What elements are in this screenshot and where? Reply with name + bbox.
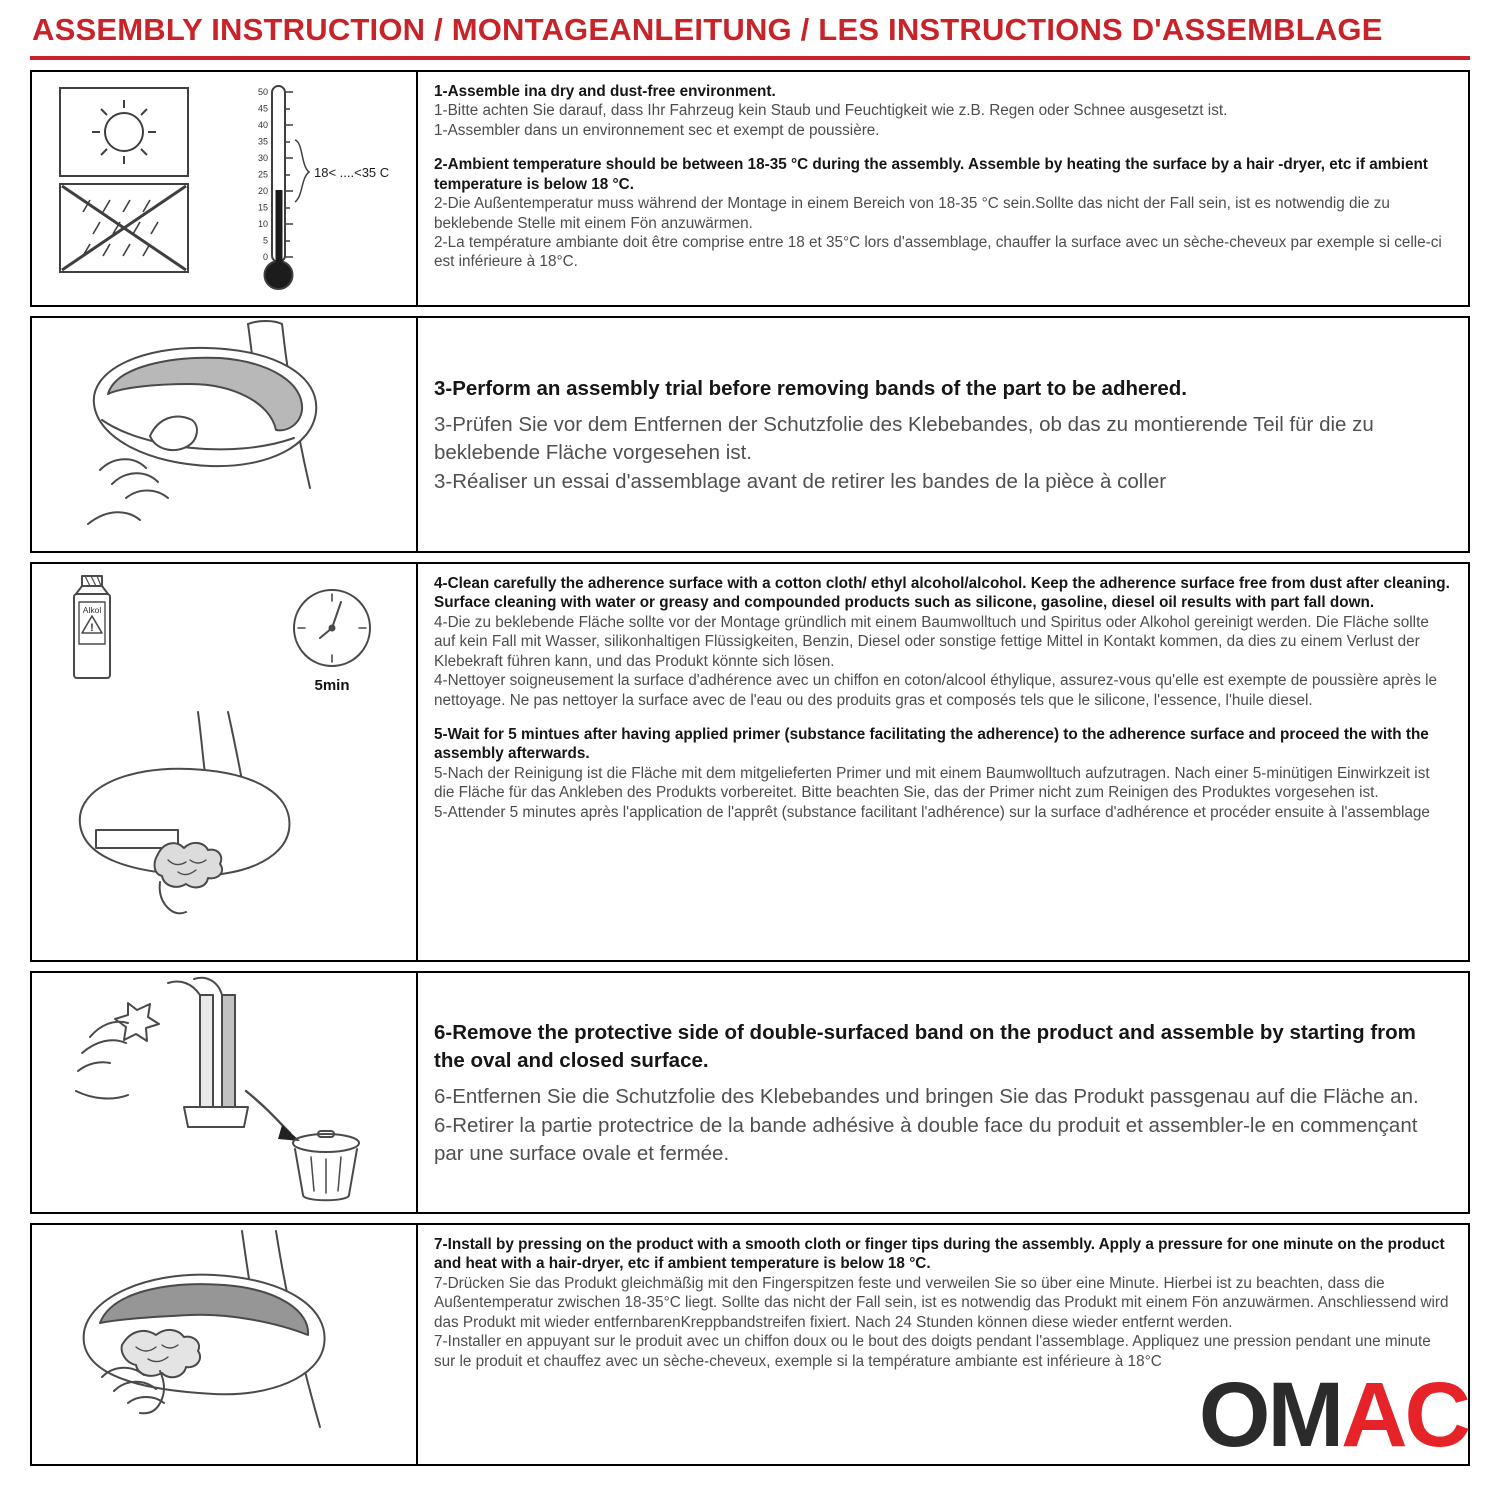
- instruction-row-1: [30, 70, 1470, 307]
- svg-text:35: 35: [257, 136, 268, 147]
- svg-text:50: 50: [257, 87, 268, 97]
- step3-en: 3-Perform an assembly trial before removing bands of the part to be adhered.: [434, 376, 1187, 400]
- page-title: ASSEMBLY INSTRUCTION / MONTAGEANLEITUNG / LES INSTRUCTIONS D'ASSEMBLAGE: [32, 12, 1383, 47]
- surface-cleaning-drawing: [80, 712, 290, 913]
- step4-de: 4-Die zu beklebende Fläche sollte vor der Montage gründlich mit einem Baumwolltuch und Spiritus oder Alkohol gereinigt werden. Die Fläche sollte auf kein Fall mit Wasser, silikonhaltigen Flüssigkeiten, Benzin, Diesel oder sonstige fettige Mittel in Kontakt kommen, da dies zu einem Verlust der Klebekraft führen kann, und das Produkt könnte sich lösen.: [434, 613, 1429, 670]
- svg-text:15: 15: [257, 202, 268, 213]
- cleaning-illustration: [30, 562, 418, 962]
- step1-de: 1-Bitte achten Sie darauf, dass Ihr Fahrzeug kein Staub und Feuchtigkeit wie z.B. Regen oder Schnee ausgesetzt ist.: [434, 102, 1228, 120]
- step7-en: 7-Install by pressing on the product with a smooth cloth or finger tips during the assembly. Apply a pressure for one minute on the product and heat with a hair-dryer, etc if ambient temperature is below 18 °C.: [434, 1236, 1445, 1273]
- thermometer-scale: [258, 87, 268, 262]
- step4-en: 4-Clean carefully the adherence surface with a cotton cloth/ ethyl alcohol/alcohol. Keep the adherence surface free from dust after cleaning. Surface cleaning with water or greasy and compounded products such as silicone, gasoline, diesel oil results with part fall down.: [434, 575, 1450, 612]
- step5-en: 5-Wait for 5 mintues after having applied primer (substance facilitating the adherence) to the adherence surface and proceed the with the assembly afterwards.: [434, 725, 1429, 763]
- omac-logo-red-part: AC: [1341, 1364, 1468, 1466]
- svg-text:25: 25: [257, 169, 268, 180]
- step3-fr: 3-Réaliser un essai d'assemblage avant de retirer les bandes de la pièce à coller: [434, 470, 1167, 494]
- omac-logo-dark-part: OM: [1198, 1364, 1342, 1466]
- step6-de: 6-Entfernen Sie die Schutzfolie des Klebebandes und bringen Sie das Produkt passgenau auf die Fläche an.: [434, 1084, 1419, 1108]
- svg-text:5: 5: [262, 235, 268, 246]
- climate-illustration: [30, 70, 418, 307]
- step-3-text: [416, 316, 1470, 553]
- svg-text:40: 40: [257, 120, 268, 130]
- instruction-row-3: [30, 562, 1470, 962]
- step-6-text: [416, 971, 1470, 1214]
- clock-duration-label: 5min: [314, 677, 350, 694]
- instruction-rows: [30, 70, 1470, 1466]
- band-removal-illustration: [30, 971, 418, 1214]
- step2-en: 2-Ambient temperature should be between 18-35 °C during the assembly. Assemble by heating the surface by a hair -dryer, etc if ambient temperature is below 18 °C.: [434, 156, 1428, 193]
- warning-exclamation: !: [90, 622, 94, 634]
- press-install-illustration: [30, 1223, 418, 1466]
- step2-fr: 2-La température ambiante doit être comprise entre 18 et 35°C lors d'assemblage, chauffer la surface avec un sèche-cheveux par exemple si celle-ci est inférieure à 18°C.: [434, 233, 1442, 271]
- title-underline: [30, 56, 1470, 60]
- temp-range-label: 18< ....<35 C: [314, 165, 390, 180]
- mirror-trial-drawing: [32, 318, 416, 551]
- tape-peel-drawing: [76, 978, 248, 1127]
- clock-icon: [294, 590, 370, 666]
- no-rain-icon: [60, 184, 188, 272]
- bottle-label: Alkol: [82, 605, 102, 615]
- trial-illustration: [30, 316, 418, 553]
- cleaning-svg: [32, 564, 416, 960]
- step-1-2-text: [416, 70, 1470, 307]
- svg-text:20: 20: [257, 186, 268, 196]
- instruction-row-2: [30, 316, 1470, 553]
- band-removal-svg: [32, 973, 416, 1212]
- step1-fr: 1-Assembler dans un environnement sec et exempt de poussière.: [434, 121, 880, 139]
- trash-can-icon: [293, 1131, 359, 1200]
- step4-fr: 4-Nettoyer soigneusement la surface d'adhérence avec un chiffon en coton/alcool éthylique, assurez-vous qu'elle est exempte de poussière après le nettoyage. Ne pas nettoyer la surface avec de l'eau ou des produits gras et composés tels que le silicone, l'essence, l'huile diesel.: [434, 672, 1438, 709]
- step6-fr: 6-Retirer la partie protectrice de la bande adhésive à double face du produit et assembler-le en commençant par une surface ovale et fermée.: [434, 1114, 1418, 1166]
- climate-svg: [32, 72, 416, 305]
- press-install-drawing: [84, 1231, 325, 1427]
- press-install-svg: [32, 1225, 416, 1464]
- step3-de: 3-Prüfen Sie vor dem Entfernen der Schutzfolie des Klebebandes, ob das zu montierende Teil für die zu beklebende Fläche vorgesehen ist.: [434, 412, 1374, 464]
- step7-de: 7-Drücken Sie das Produkt gleichmäßig mit den Fingerspitzen feste und verweilen Sie so über eine Minute. Hierbei ist zu beachten, dass die Außentemperatur zwischen 18-35°C liegt. Sollte das nicht der Fall sein, ist es notwendig das Produkt mit einem Fön anzuwärmen. Anschliessend wird das Produkt mit wieder entfernbarenKreppbandstreifen fixiert. Nach 24 Stunden können diese wieder entfernt werden.: [434, 1274, 1449, 1331]
- svg-text:0: 0: [262, 252, 268, 262]
- step-4-5-text: [416, 562, 1470, 962]
- svg-text:45: 45: [257, 103, 268, 114]
- step7-fr: 7-Installer en appuyant sur le produit avec un chiffon doux ou le bout des doigts pendant l'assemblage. Appliquez une pression pendant une minute sur le produit et chauffez avec un sèche-cheveux, exemple si la température ambiante est inférieure à 18°C: [434, 1333, 1431, 1370]
- sun-icon: [60, 88, 188, 176]
- step5-fr: 5-Attender 5 minutes après l'application de l'apprêt (substance facilitant l'adhérence) sur la surface d'adhérence et procéder ensuite à l'assemblage: [434, 803, 1430, 821]
- step6-en: 6-Remove the protective side of double-surfaced band on the product and assemble by starting from the oval and closed surface.: [434, 1020, 1416, 1072]
- step1-en: 1-Assemble ina dry and dust-free environment.: [434, 83, 776, 100]
- omac-logo: [1198, 1364, 1468, 1466]
- step2-de: 2-Die Außentemperatur muss während der Montage in einem Bereich von 18-35 °C sein.Sollte das nicht der Fall sein, ist es notwendig die zu beklebende Stelle mit einem Fön anzuwärmen.: [434, 195, 1390, 232]
- instruction-row-4: [30, 971, 1470, 1214]
- step5-de: 5-Nach der Reinigung ist die Fläche mit dem mitgelieferten Primer und mit einem Baumwolltuch aufzutragen. Nach einer 5-minütigen Einwirkzeit ist die Fläche für das Ankleben des Produkts vorbereitet. Bitte beachten Sie, das der Primer nicht zum Reinigen des Produktes vorgesehen ist.: [434, 764, 1430, 802]
- svg-text:10: 10: [257, 219, 268, 229]
- svg-text:30: 30: [257, 153, 268, 163]
